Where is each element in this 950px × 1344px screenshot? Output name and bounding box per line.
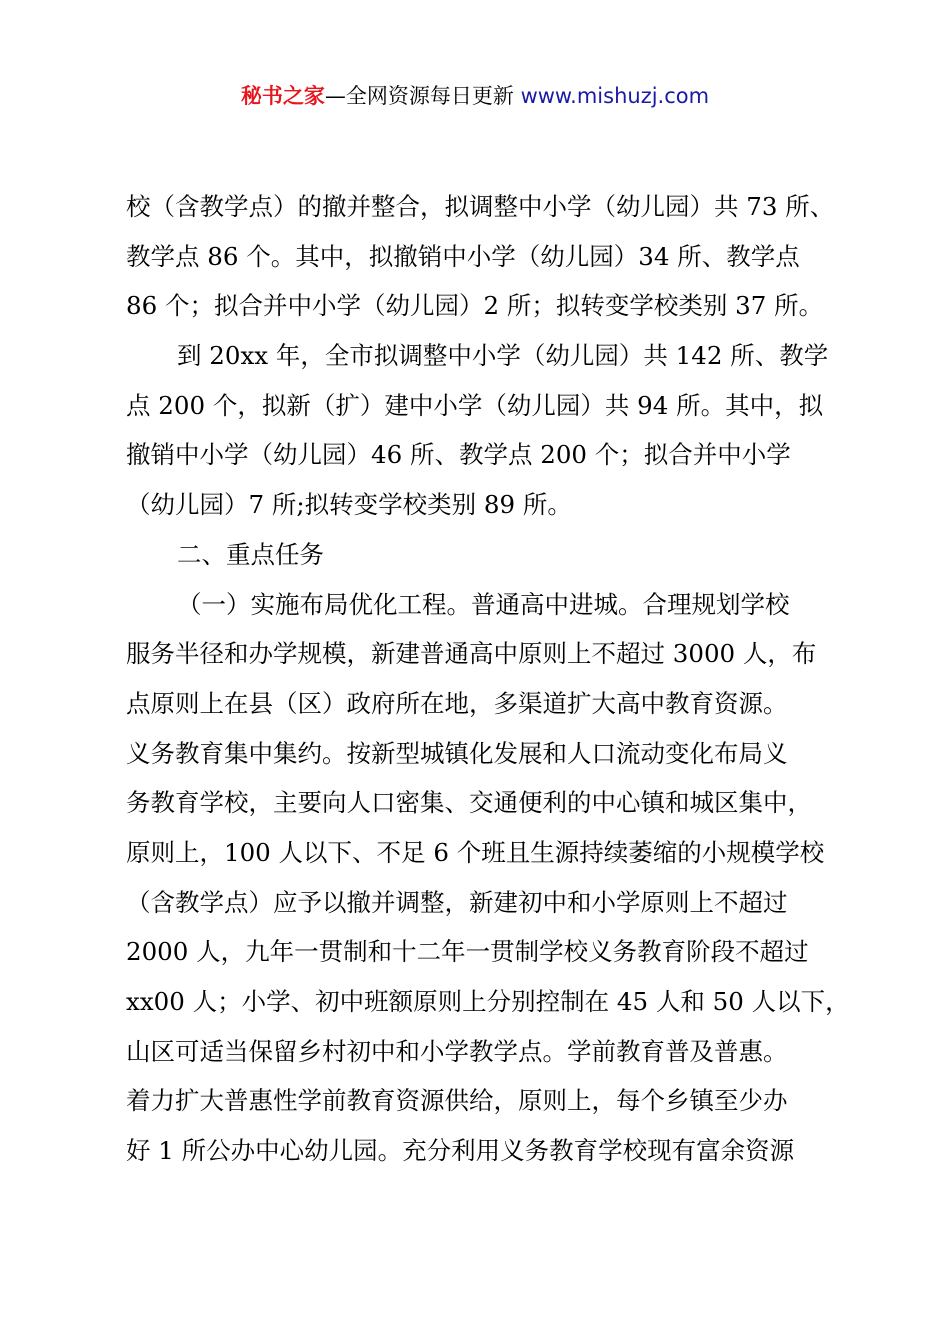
- text-line: （含教学点）应予以撤并调整，新建初中和小学原则上不超过: [126, 887, 788, 917]
- text-line: （幼儿园）7 所;拟转变学校类别 89 所。: [126, 490, 572, 520]
- text-line: 着力扩大普惠性学前教育资源供给，原则上，每个乡镇至少办: [126, 1086, 788, 1116]
- document-body: [126, 182, 850, 1176]
- section-heading: 二、重点任务: [177, 539, 324, 569]
- paragraph-first-line: （一）实施布局优化工程。普通高中进城。合理规划学校: [177, 589, 790, 619]
- text-line: 义务教育集中集约。按新型城镇化发展和人口流动变化布局义: [126, 738, 788, 768]
- page-header: [0, 80, 950, 112]
- text-line: 2000 人，九年一贯制和十二年一贯制学校义务教育阶段不超过: [126, 937, 809, 967]
- text-line: 点原则上在县（区）政府所在地，多渠道扩大高中教育资源。: [126, 688, 788, 718]
- text-line: 校（含教学点）的撤并整合，拟调整中小学（幼儿园）共 73 所、: [126, 192, 835, 221]
- text-line: 86 个；拟合并中小学（幼儿园）2 所；拟转变学校类别 37 所。: [126, 291, 824, 321]
- text-line: 好 1 所公办中心幼儿园。充分利用义务教育学校现有富余资源: [126, 1136, 795, 1166]
- text-line: 服务半径和办学规模，新建普通高中原则上不超过 3000 人，布: [126, 639, 817, 669]
- site-tagline: —全网资源每日更新: [324, 84, 514, 108]
- text-line: 教学点 86 个。其中，拟撤销中小学（幼儿园）34 所、教学点: [126, 241, 800, 271]
- text-line: 撤销中小学（幼儿园）46 所、教学点 200 个；拟合并中小学: [126, 440, 791, 470]
- text-line: 原则上，100 人以下、不足 6 个班且生源持续萎缩的小规模学校: [126, 837, 825, 867]
- site-brand: 秘书之家: [240, 84, 325, 108]
- text-line: 点 200 个，拟新（扩）建中小学（幼儿园）共 94 所。其中，拟: [126, 390, 824, 420]
- site-url-link[interactable]: www.mishuzj.com: [520, 84, 710, 108]
- text-line: xx00 人；小学、初中班额原则上分别控制在 45 人和 50 人以下，: [126, 987, 850, 1016]
- text-line: 山区可适当保留乡村初中和小学教学点。学前教育普及普惠。: [126, 1036, 788, 1066]
- text-line: 务教育学校，主要向人口密集、交通便利的中心镇和城区集中，: [126, 788, 812, 818]
- paragraph-first-line: 到 20xx 年，全市拟调整中小学（幼儿园）共 142 所、教学: [177, 341, 829, 371]
